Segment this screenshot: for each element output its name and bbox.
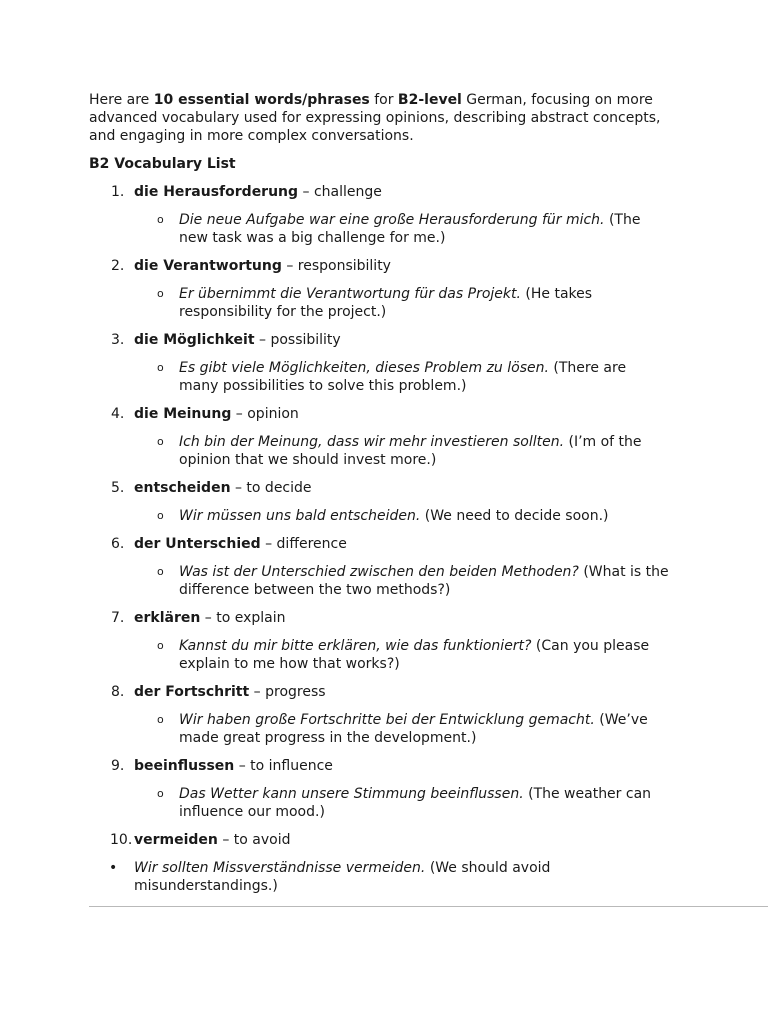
entry-number: 4. — [111, 406, 125, 422]
entry-term: der Unterschied — [134, 536, 261, 552]
sub-bullet: o — [157, 509, 164, 522]
entry-term: entscheiden — [134, 480, 231, 496]
example-translation: (We’ve made great progress in the development.) — [179, 712, 648, 746]
example-sentence: Wir müssen uns bald entscheiden. — [179, 508, 421, 524]
vocab-entry-10 — [89, 831, 669, 849]
entry-number: 2. — [111, 258, 125, 274]
sub-bullet: o — [157, 787, 164, 800]
sub-bullet: o — [157, 639, 164, 652]
example-6 — [89, 563, 669, 599]
intro-paragraph — [89, 91, 669, 145]
entry-meaning: – to explain — [200, 610, 286, 626]
bullet-dot: • — [109, 860, 118, 876]
entry-term: die Meinung — [134, 406, 232, 422]
entry-term: die Herausforderung — [134, 184, 299, 200]
intro-prefix: Here are — [89, 92, 154, 108]
example-10 — [89, 859, 669, 895]
entry-number: 3. — [111, 332, 125, 348]
entry-meaning: – possibility — [254, 332, 341, 348]
sub-bullet: o — [157, 361, 164, 374]
sub-bullet: o — [157, 435, 164, 448]
example-sentence: Er übernimmt die Verantwortung für das Projekt. — [179, 286, 521, 302]
example-translation: (The weather can influence our mood.) — [179, 786, 652, 820]
example-3 — [89, 359, 669, 395]
example-sentence: Das Wetter kann unsere Stimmung beeinflussen. — [179, 786, 524, 802]
entry-term: vermeiden — [134, 832, 218, 848]
entry-meaning: – progress — [249, 684, 326, 700]
entry-term: erklären — [134, 610, 201, 626]
example-sentence: Wir haben große Fortschritte bei der Entwicklung gemacht. — [179, 712, 595, 728]
entry-meaning: – difference — [260, 536, 347, 552]
example-sentence: Kannst du mir bitte erklären, wie das funktioniert? — [179, 638, 532, 654]
example-sentence: Was ist der Unterschied zwischen den beiden Methoden? — [179, 564, 579, 580]
intro-middle: for — [369, 92, 398, 108]
example-2 — [89, 285, 669, 321]
vocab-entry-8 — [89, 683, 669, 701]
vocab-entry-9 — [89, 757, 669, 775]
vocabulary-heading: B2 Vocabulary List — [89, 156, 236, 172]
example-sentence: Ich bin der Meinung, dass wir mehr investieren sollten. — [179, 434, 565, 450]
entry-meaning: – to influence — [234, 758, 333, 774]
vocabulary-list — [89, 183, 669, 895]
vocab-entry-5 — [89, 479, 669, 497]
entry-number: 9. — [111, 758, 125, 774]
intro-bold-count: 10 essential words/phrases — [153, 92, 370, 108]
example-5 — [89, 507, 669, 525]
entry-number: 8. — [111, 684, 125, 700]
vocab-entry-4 — [89, 405, 669, 423]
example-sentence: Es gibt viele Möglichkeiten, dieses Problem zu lösen. — [179, 360, 549, 376]
example-1 — [89, 211, 669, 247]
entry-meaning: – responsibility — [281, 258, 391, 274]
vocab-entry-3 — [89, 331, 669, 349]
sub-bullet: o — [157, 565, 164, 578]
example-translation: (What is the difference between the two methods?) — [179, 564, 669, 598]
example-translation: (We should avoid misunderstandings.) — [134, 860, 551, 894]
example-translation: (I’m of the opinion that we should invest more.) — [179, 434, 642, 468]
example-translation: (He takes responsibility for the project.) — [179, 286, 593, 320]
entry-term: beeinflussen — [134, 758, 235, 774]
entry-number: 10. — [110, 832, 133, 848]
sub-bullet: o — [157, 713, 164, 726]
entry-number: 5. — [111, 480, 125, 496]
example-translation: (There are many possibilities to solve this problem.) — [179, 360, 627, 394]
example-8 — [89, 711, 669, 747]
entry-meaning: – to avoid — [217, 832, 291, 848]
example-4 — [89, 433, 669, 469]
entry-meaning: – opinion — [231, 406, 299, 422]
entry-term: die Möglichkeit — [134, 332, 255, 348]
entry-number: 1. — [111, 184, 125, 200]
entry-number: 7. — [111, 610, 125, 626]
sub-bullet: o — [157, 213, 164, 226]
entry-term: der Fortschritt — [134, 684, 250, 700]
entry-term: die Verantwortung — [134, 258, 282, 274]
sub-bullet: o — [157, 287, 164, 300]
horizontal-divider — [89, 906, 768, 907]
example-9 — [89, 785, 669, 821]
vocab-entry-1 — [89, 183, 669, 201]
entry-meaning: – to decide — [230, 480, 312, 496]
intro-bold-level: B2-level — [397, 92, 462, 108]
example-7 — [89, 637, 669, 673]
document-body — [89, 91, 669, 895]
vocab-entry-6 — [89, 535, 669, 553]
entry-meaning: – challenge — [298, 184, 382, 200]
example-sentence: Wir sollten Missverständnisse vermeiden. — [134, 860, 426, 876]
example-translation: (The new task was a big challenge for me.) — [179, 212, 641, 246]
example-sentence: Die neue Aufgabe war eine große Herausforderung für mich. — [179, 212, 605, 228]
vocab-entry-2 — [89, 257, 669, 275]
example-translation: (We need to decide soon.) — [420, 508, 609, 524]
example-translation: (Can you please explain to me how that works?) — [179, 638, 650, 672]
vocab-entry-7 — [89, 609, 669, 627]
entry-number: 6. — [111, 536, 125, 552]
intro-suffix: German, focusing on more advanced vocabulary used for expressing opinions, describing abstract concepts, and engaging in more complex conversations. — [89, 92, 661, 144]
